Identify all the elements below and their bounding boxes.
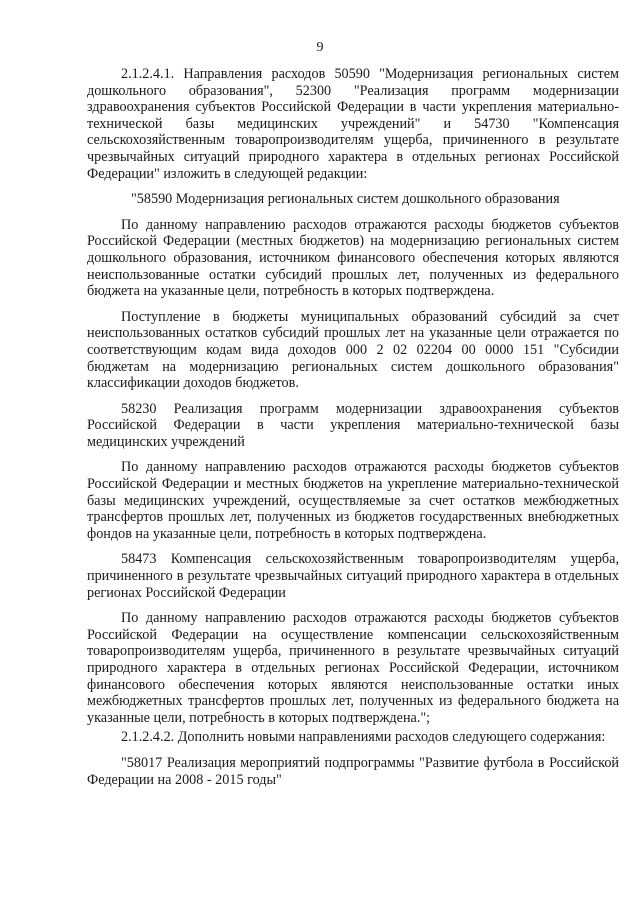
paragraph-section-2-1-2-4-2: 2.1.2.4.2. Дополнить новыми направлениями расходов следующего содержания:	[121, 729, 606, 746]
paragraph-section-2-1-2-4-1: 2.1.2.4.1. Направления расходов 50590 "Модернизация региональных систем дошкольного образования", 52300 "Реализация программ модернизации здравоохранения субъектов Российской Федерации в части укрепления материально-технической базы медицинских учреждений" и 54730 "Компенсация сельскохозяйственным товаропроизводителям ущерба, причиненного в результате чрезвычайных ситуаций природного характера в отдельных регионах Российской Федерации" изложить в следующей редакции:	[87, 66, 619, 182]
paragraph-58590-revenue: Поступление в бюджеты муниципальных образований субсидий за счет неиспользованных остатков субсидий прошлых лет на указанные цели отражается по соответствующим кодам вида доходов 000 2 02 02204 00 0000 151 "Субсидии бюджетам на модернизацию региональных систем дошкольного образования" классификации доходов бюджетов.	[87, 308, 619, 392]
document-body	[87, 66, 619, 797]
paragraph-58230-title: 58230 Реализация программ модернизации здравоохранения субъектов Российской Федерации в части укрепления материально-технической базы медицинских учреждений	[87, 400, 619, 450]
paragraph-58473-title: 58473 Компенсация сельскохозяйственным товаропроизводителям ущерба, причиненного в результате чрезвычайных ситуаций природного характера в отдельных регионах Российской Федерации	[87, 551, 619, 601]
paragraph-58017-title: "58017 Реализация мероприятий подпрограммы "Развитие футбола в Российской Федерации на 2008 - 2015 годы"	[87, 754, 619, 788]
paragraph-58590-title: "58590 Модернизация региональных систем дошкольного образования	[131, 191, 560, 208]
page-number: 9	[316, 40, 324, 55]
paragraph-58590-description: По данному направлению расходов отражаются расходы бюджетов субъектов Российской Федерации (местных бюджетов) на модернизацию региональных систем дошкольного образования, источником финансового обеспечения которых являются неиспользованные остатки субсидий прошлых лет, полученных из федерального бюджета на указанные цели, потребность в которых подтверждена.	[87, 216, 619, 300]
paragraph-58473-description: По данному направлению расходов отражаются расходы бюджетов субъектов Российской Федерации на осуществление компенсации сельскохозяйственным товаропроизводителям ущерба, причиненного в результате чрезвычайных ситуаций природного характера в отдельных регионах Российской Федерации, источником финансового обеспечения которых являются неиспользованные остатки иных межбюджетных трансфертов прошлых лет, полученных из федерального бюджета на указанные цели, потребность в которых подтверждена.";	[87, 610, 619, 726]
paragraph-58230-description: По данному направлению расходов отражаются расходы бюджетов субъектов Российской Федерации и местных бюджетов на укрепление материально-технической базы медицинских учреждений, осуществляемые за счет остатков межбюджетных трансфертов прошлых лет, полученных из бюджетов государственных внебюджетных фондов на указанные цели, потребность в которых подтверждена.	[87, 459, 619, 542]
